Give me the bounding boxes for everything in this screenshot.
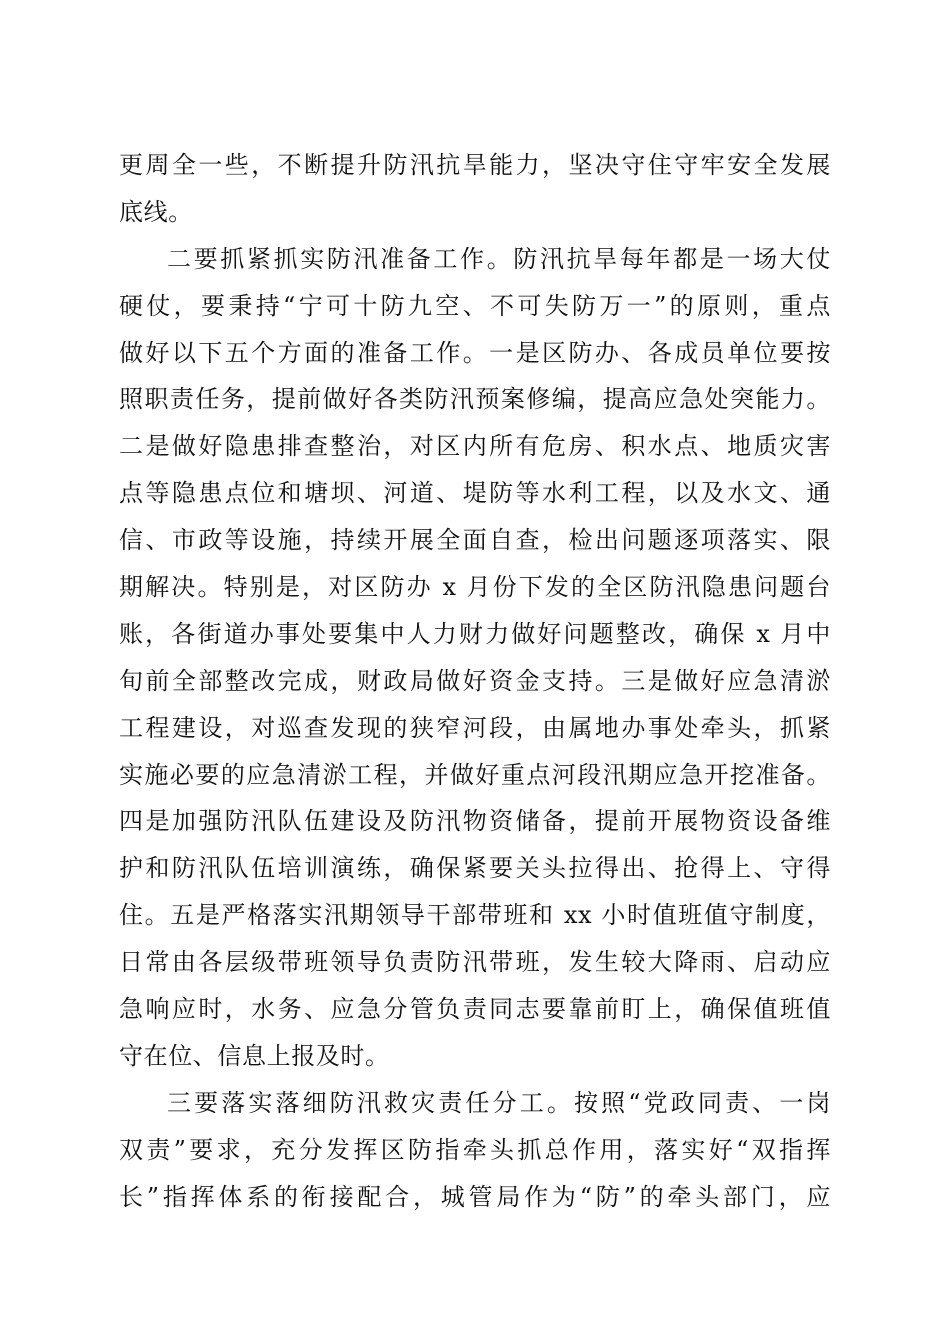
body-text bbox=[119, 142, 831, 1220]
text-line: 账，各街道办事处要集中人力财力做好问题整改，确保 x 月中 bbox=[119, 619, 831, 648]
text-line: 住。五是严格落实汛期领导干部带班和 xx 小时值班值守制度， bbox=[119, 901, 831, 930]
text-line: 照职责任务，提前做好各类防汛预案修编，提高应急处突能力。 bbox=[119, 385, 831, 414]
text-line: 四是加强防汛队伍建设及防汛物资储备，提前开展物资设备维 bbox=[119, 807, 831, 836]
text-line: 长”指挥体系的衔接配合，城管局作为“防”的牵头部门，应 bbox=[119, 1182, 831, 1211]
paragraph-start-line: 二要抓紧抓实防汛准备工作。防汛抗旱每年都是一场大仗 bbox=[167, 244, 831, 273]
paragraph-start-line: 三要落实落细防汛救灾责任分工。按照“党政同责、一岗 bbox=[167, 1088, 831, 1117]
text-line: 急响应时，水务、应急分管负责同志要靠前盯上，确保值班值 bbox=[119, 995, 831, 1024]
text-line: 硬仗，要秉持“宁可十防九空、不可失防万一”的原则，重点 bbox=[119, 291, 831, 320]
text-line: 双责”要求，充分发挥区防指牵头抓总作用，落实好“双指挥 bbox=[119, 1135, 831, 1164]
text-line: 更周全一些，不断提升防汛抗旱能力，坚决守住守牢安全发展 bbox=[119, 151, 831, 179]
text-line: 护和防汛队伍培训演练，确保紧要关头拉得出、抢得上、守得 bbox=[119, 854, 831, 883]
text-line: 工程建设，对巡查发现的狭窄河段，由属地办事处牵头，抓紧 bbox=[119, 713, 831, 742]
text-line: 期解决。特别是，对区防办 x 月份下发的全区防汛隐患问题台 bbox=[119, 573, 831, 602]
text-line: 实施必要的应急清淤工程，并做好重点河段汛期应急开挖准备。 bbox=[119, 760, 831, 789]
text-line: 旬前全部整改完成，财政局做好资金支持。三是做好应急清淤 bbox=[119, 666, 831, 695]
text-line: 守在位、信息上报及时。 bbox=[119, 1041, 390, 1070]
text-line: 信、市政等设施，持续开展全面自查，检出问题逐项落实、限 bbox=[119, 526, 831, 555]
text-line: 日常由各层级带班领导负责防汛带班，发生较大降雨、启动应 bbox=[119, 948, 831, 977]
text-line: 点等隐患点位和塘坝、河道、堤防等水利工程，以及水文、通 bbox=[119, 479, 831, 508]
text-line: 做好以下五个方面的准备工作。一是区防办、各成员单位要按 bbox=[119, 338, 831, 367]
text-line: 底线。 bbox=[119, 197, 193, 226]
text-line: 二是做好隐患排查整治，对区内所有危房、积水点、地质灾害 bbox=[119, 432, 831, 461]
